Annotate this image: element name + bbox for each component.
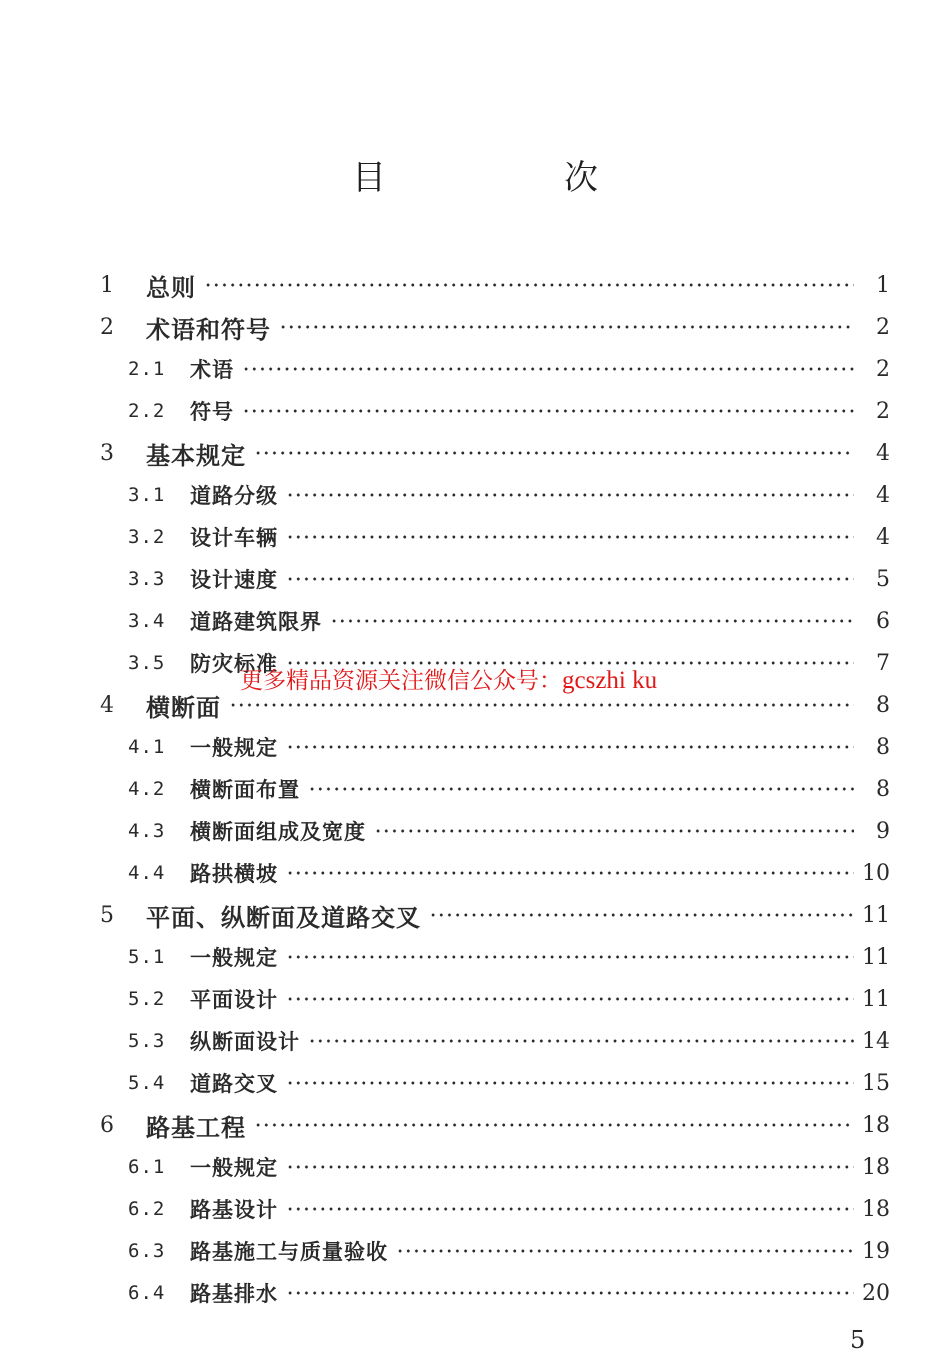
toc-entry-number: 4.4 bbox=[128, 862, 166, 884]
toc-entry-number: 2.1 bbox=[128, 358, 166, 380]
toc-entry-label: 基本规定 bbox=[146, 440, 246, 470]
toc-entry-page: 4 bbox=[876, 440, 890, 466]
toc-entry-label: 路基施工与质量验收 bbox=[190, 1239, 388, 1264]
toc-entry-number: 6.2 bbox=[128, 1198, 166, 1220]
toc-entry-label: 路基设计 bbox=[190, 1197, 278, 1222]
toc-entry-number: 4 bbox=[100, 692, 114, 718]
toc-entry[interactable] bbox=[98, 852, 890, 894]
toc-entry-number: 6.4 bbox=[128, 1282, 166, 1304]
toc-entry-number: 4.3 bbox=[128, 820, 166, 842]
toc-entry-page: 18 bbox=[862, 1112, 890, 1138]
dot-leader bbox=[308, 1039, 854, 1043]
dot-leader bbox=[204, 283, 854, 287]
toc-entry[interactable] bbox=[98, 474, 890, 516]
toc-entry-page: 19 bbox=[862, 1238, 890, 1264]
toc-entry-page: 1 bbox=[876, 272, 890, 298]
toc-entry[interactable] bbox=[98, 1230, 890, 1272]
toc-entry-label: 道路交叉 bbox=[190, 1071, 278, 1096]
toc-entry-number: 5 bbox=[100, 902, 114, 928]
toc-entry-label: 平面、纵断面及道路交叉 bbox=[146, 902, 421, 932]
toc-entry-page: 10 bbox=[862, 860, 890, 886]
dot-leader bbox=[242, 367, 854, 371]
toc-entry-number: 5.3 bbox=[128, 1030, 166, 1052]
toc-entry-label: 总则 bbox=[146, 272, 196, 302]
toc-entry-label: 横断面布置 bbox=[190, 777, 300, 802]
toc-entry[interactable] bbox=[98, 936, 890, 978]
dot-leader bbox=[374, 829, 854, 833]
toc-entry-number: 1 bbox=[100, 272, 114, 298]
toc-entry-page: 8 bbox=[876, 734, 890, 760]
toc-entry-page: 2 bbox=[876, 314, 890, 340]
toc-entry-number: 3.4 bbox=[128, 610, 166, 632]
toc-entry[interactable] bbox=[98, 1020, 890, 1062]
toc-entry[interactable] bbox=[98, 306, 890, 348]
toc-entry-page: 7 bbox=[876, 650, 890, 676]
toc-entry-label: 一般规定 bbox=[190, 1155, 278, 1180]
dot-leader bbox=[286, 1081, 854, 1085]
toc-entry-page: 18 bbox=[862, 1196, 890, 1222]
toc-entry-page: 14 bbox=[862, 1028, 890, 1054]
dot-leader bbox=[286, 577, 854, 581]
toc-entry-page: 8 bbox=[876, 692, 890, 718]
dot-leader bbox=[254, 451, 854, 455]
toc-entry[interactable] bbox=[98, 978, 890, 1020]
toc-entry[interactable] bbox=[98, 726, 890, 768]
toc-entry-label: 平面设计 bbox=[190, 987, 278, 1012]
toc-entry-label: 路基工程 bbox=[146, 1112, 246, 1142]
dot-leader bbox=[308, 787, 854, 791]
dot-leader bbox=[242, 409, 854, 413]
toc-entry-label: 设计速度 bbox=[190, 567, 278, 592]
toc-entry-page: 6 bbox=[876, 608, 890, 634]
dot-leader bbox=[286, 535, 854, 539]
toc-entry[interactable] bbox=[98, 894, 890, 936]
toc-entry-page: 15 bbox=[862, 1070, 890, 1096]
dot-leader bbox=[396, 1249, 854, 1253]
toc-entry-label: 横断面组成及宽度 bbox=[190, 819, 366, 844]
toc-entry-page: 18 bbox=[862, 1154, 890, 1180]
toc-entry-label: 防灾标准 bbox=[190, 651, 278, 676]
toc-entry-page: 5 bbox=[876, 566, 890, 592]
toc-entry[interactable] bbox=[98, 516, 890, 558]
toc-entry-page: 11 bbox=[862, 944, 890, 970]
toc-entry-label: 路拱横坡 bbox=[190, 861, 278, 886]
toc-entry[interactable] bbox=[98, 348, 890, 390]
toc-entry-number: 6.3 bbox=[128, 1240, 166, 1262]
toc-entry[interactable] bbox=[98, 558, 890, 600]
dot-leader bbox=[286, 997, 854, 1001]
dot-leader bbox=[279, 325, 854, 329]
toc-entry-label: 设计车辆 bbox=[190, 525, 278, 550]
table-of-contents bbox=[98, 264, 890, 1314]
toc-entry-page: 2 bbox=[876, 356, 890, 382]
toc-entry[interactable] bbox=[98, 1146, 890, 1188]
toc-entry-label: 路基排水 bbox=[190, 1281, 278, 1306]
toc-entry-number: 3 bbox=[100, 440, 114, 466]
toc-entry-page: 11 bbox=[862, 986, 890, 1012]
toc-entry[interactable] bbox=[98, 264, 890, 306]
toc-entry[interactable] bbox=[98, 1062, 890, 1104]
dot-leader bbox=[286, 1165, 854, 1169]
toc-entry-number: 5.2 bbox=[128, 988, 166, 1010]
toc-entry-label: 一般规定 bbox=[190, 735, 278, 760]
toc-entry-label: 横断面 bbox=[146, 692, 221, 722]
page-title: 目 次 bbox=[352, 158, 670, 198]
toc-entry-number: 3.1 bbox=[128, 484, 166, 506]
toc-entry-label: 道路分级 bbox=[190, 483, 278, 508]
toc-entry[interactable] bbox=[98, 1188, 890, 1230]
toc-entry-number: 5.4 bbox=[128, 1072, 166, 1094]
toc-entry-label: 术语 bbox=[190, 357, 234, 382]
dot-leader bbox=[229, 703, 854, 707]
toc-entry[interactable] bbox=[98, 432, 890, 474]
toc-entry-label: 符号 bbox=[190, 399, 234, 424]
toc-entry[interactable] bbox=[98, 1104, 890, 1146]
toc-entry-page: 20 bbox=[862, 1280, 890, 1306]
dot-leader bbox=[286, 1207, 854, 1211]
toc-entry-label: 术语和符号 bbox=[146, 314, 271, 344]
dot-leader bbox=[286, 493, 854, 497]
toc-entry-label: 一般规定 bbox=[190, 945, 278, 970]
toc-entry-number: 6.1 bbox=[128, 1156, 166, 1178]
toc-entry-number: 4.2 bbox=[128, 778, 166, 800]
toc-entry-page: 8 bbox=[876, 776, 890, 802]
toc-entry-number: 6 bbox=[100, 1112, 114, 1138]
toc-entry-number: 2 bbox=[100, 314, 114, 340]
dot-leader bbox=[286, 955, 854, 959]
toc-entry-page: 2 bbox=[876, 398, 890, 424]
toc-entry-number: 4.1 bbox=[128, 736, 166, 758]
toc-entry-number: 5.1 bbox=[128, 946, 166, 968]
toc-entry[interactable] bbox=[98, 810, 890, 852]
toc-entry-number: 2.2 bbox=[128, 400, 166, 422]
toc-entry[interactable] bbox=[98, 1272, 890, 1314]
toc-entry-number: 3.5 bbox=[128, 652, 166, 674]
watermark-text: 更多精品资源关注微信公众号： bbox=[240, 668, 562, 694]
toc-entry-label: 纵断面设计 bbox=[190, 1029, 300, 1054]
dot-leader bbox=[286, 871, 854, 875]
toc-entry-label: 道路建筑限界 bbox=[190, 609, 322, 634]
toc-entry-page: 11 bbox=[862, 902, 890, 928]
toc-entry-page: 4 bbox=[876, 482, 890, 508]
dot-leader bbox=[330, 619, 854, 623]
toc-entry-page: 9 bbox=[876, 818, 890, 844]
toc-entry-number: 3.2 bbox=[128, 526, 166, 548]
dot-leader bbox=[429, 913, 854, 917]
toc-entry[interactable] bbox=[98, 768, 890, 810]
watermark bbox=[240, 662, 657, 695]
dot-leader bbox=[286, 745, 854, 749]
toc-entry-page: 4 bbox=[876, 524, 890, 550]
watermark-handle: gcszhi ku bbox=[562, 667, 658, 694]
toc-entry-number: 3.3 bbox=[128, 568, 166, 590]
toc-entry[interactable] bbox=[98, 390, 890, 432]
dot-leader bbox=[254, 1123, 854, 1127]
toc-entry[interactable] bbox=[98, 600, 890, 642]
dot-leader bbox=[286, 1291, 854, 1295]
footer-page-number: 5 bbox=[850, 1326, 866, 1354]
